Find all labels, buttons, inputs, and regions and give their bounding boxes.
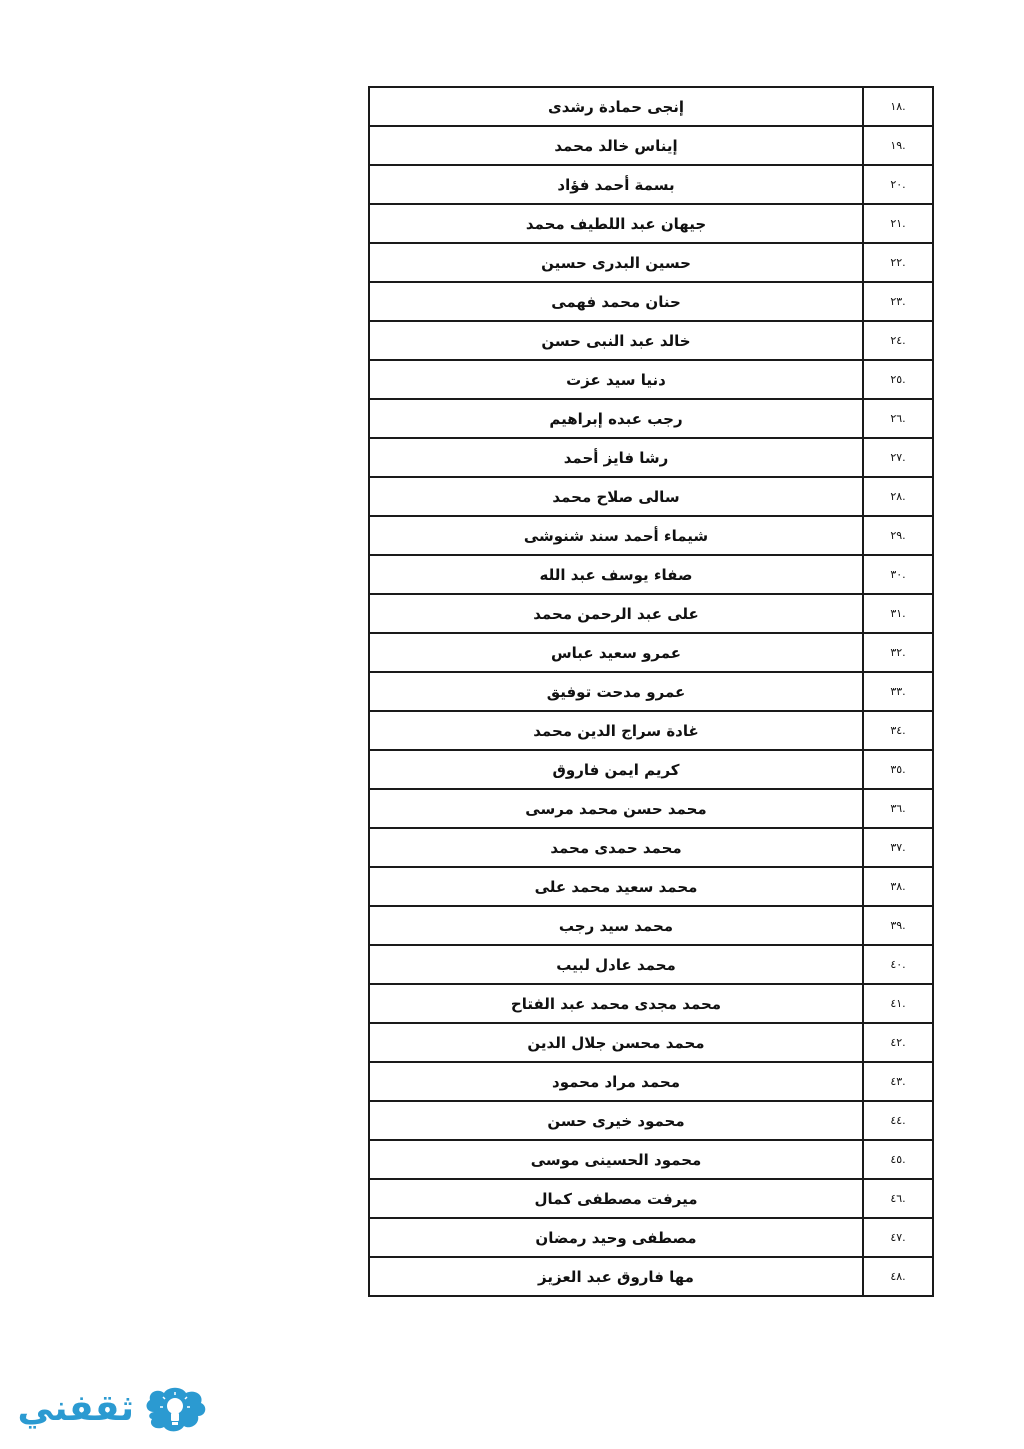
names-table bbox=[368, 86, 934, 1297]
person-name: محمد حمدى محمد bbox=[369, 828, 863, 867]
person-name: مها فاروق عبد العزيز bbox=[369, 1257, 863, 1296]
person-name: صفاء يوسف عبد الله bbox=[369, 555, 863, 594]
person-name: جيهان عبد اللطيف محمد bbox=[369, 204, 863, 243]
person-name: محمد سيد رجب bbox=[369, 906, 863, 945]
row-number: .٣٢ bbox=[863, 633, 933, 672]
row-number: .٣٥ bbox=[863, 750, 933, 789]
person-name: محمد مراد محمود bbox=[369, 1062, 863, 1101]
person-name: بسمة أحمد فؤاد bbox=[369, 165, 863, 204]
row-number: .٤٤ bbox=[863, 1101, 933, 1140]
row-number: .١٨ bbox=[863, 87, 933, 126]
table-row bbox=[369, 282, 933, 321]
person-name: محمد محسن جلال الدين bbox=[369, 1023, 863, 1062]
person-name: مصطفى وحيد رمضان bbox=[369, 1218, 863, 1257]
person-name: محمد مجدى محمد عبد الفتاح bbox=[369, 984, 863, 1023]
row-number: .٢٤ bbox=[863, 321, 933, 360]
row-number: .٤٣ bbox=[863, 1062, 933, 1101]
table-row bbox=[369, 1062, 933, 1101]
table-row bbox=[369, 477, 933, 516]
person-name: محمود خيرى حسن bbox=[369, 1101, 863, 1140]
row-number: .٤١ bbox=[863, 984, 933, 1023]
table-row bbox=[369, 321, 933, 360]
table-row bbox=[369, 867, 933, 906]
row-number: .٤٨ bbox=[863, 1257, 933, 1296]
names-table-body bbox=[369, 87, 933, 1296]
person-name: رجب عبده إبراهيم bbox=[369, 399, 863, 438]
row-number: .٢٥ bbox=[863, 360, 933, 399]
person-name: عمرو سعيد عباس bbox=[369, 633, 863, 672]
table-row bbox=[369, 906, 933, 945]
lightbulb-icon bbox=[140, 1384, 210, 1436]
person-name: محمد عادل لبيب bbox=[369, 945, 863, 984]
table-row bbox=[369, 243, 933, 282]
table-row bbox=[369, 1218, 933, 1257]
row-number: .٢٣ bbox=[863, 282, 933, 321]
row-number: .٣١ bbox=[863, 594, 933, 633]
person-name: محمود الحسينى موسى bbox=[369, 1140, 863, 1179]
person-name: شيماء أحمد سند شنوشى bbox=[369, 516, 863, 555]
table-row bbox=[369, 945, 933, 984]
table-row bbox=[369, 633, 933, 672]
table-row bbox=[369, 984, 933, 1023]
table-row bbox=[369, 1179, 933, 1218]
person-name: حنان محمد فهمى bbox=[369, 282, 863, 321]
person-name: عمرو مدحت توفيق bbox=[369, 672, 863, 711]
table-row bbox=[369, 672, 933, 711]
row-number: .١٩ bbox=[863, 126, 933, 165]
row-number: .٢٩ bbox=[863, 516, 933, 555]
table-row bbox=[369, 438, 933, 477]
row-number: .٣٨ bbox=[863, 867, 933, 906]
watermark-text: ثقفني bbox=[17, 1388, 134, 1429]
table-row bbox=[369, 516, 933, 555]
person-name: رشا فايز أحمد bbox=[369, 438, 863, 477]
row-number: .٢٨ bbox=[863, 477, 933, 516]
person-name: إيناس خالد محمد bbox=[369, 126, 863, 165]
table-row bbox=[369, 165, 933, 204]
row-number: .٢١ bbox=[863, 204, 933, 243]
table-row bbox=[369, 789, 933, 828]
row-number: .٢٦ bbox=[863, 399, 933, 438]
table-row bbox=[369, 750, 933, 789]
row-number: .٤٧ bbox=[863, 1218, 933, 1257]
row-number: .٤٥ bbox=[863, 1140, 933, 1179]
table-row bbox=[369, 1023, 933, 1062]
site-watermark bbox=[17, 1384, 210, 1436]
row-number: .٢٧ bbox=[863, 438, 933, 477]
person-name: حسين البدرى حسين bbox=[369, 243, 863, 282]
table-row bbox=[369, 1257, 933, 1296]
table-row bbox=[369, 555, 933, 594]
row-number: .٤٢ bbox=[863, 1023, 933, 1062]
row-number: .٣٣ bbox=[863, 672, 933, 711]
person-name: ميرفت مصطفى كمال bbox=[369, 1179, 863, 1218]
row-number: .٢٢ bbox=[863, 243, 933, 282]
person-name: على عبد الرحمن محمد bbox=[369, 594, 863, 633]
person-name: دنيا سيد عزت bbox=[369, 360, 863, 399]
person-name: إنجى حمادة رشدى bbox=[369, 87, 863, 126]
row-number: .٣٦ bbox=[863, 789, 933, 828]
person-name: غادة سراج الدين محمد bbox=[369, 711, 863, 750]
table-row bbox=[369, 1101, 933, 1140]
person-name: سالى صلاح محمد bbox=[369, 477, 863, 516]
row-number: .٣٩ bbox=[863, 906, 933, 945]
row-number: .٤٠ bbox=[863, 945, 933, 984]
table-row bbox=[369, 594, 933, 633]
table-row bbox=[369, 87, 933, 126]
row-number: .٣٧ bbox=[863, 828, 933, 867]
person-name: خالد عبد النبى حسن bbox=[369, 321, 863, 360]
row-number: .٤٦ bbox=[863, 1179, 933, 1218]
table-row bbox=[369, 360, 933, 399]
table-row bbox=[369, 399, 933, 438]
row-number: .٢٠ bbox=[863, 165, 933, 204]
table-row bbox=[369, 1140, 933, 1179]
table-row bbox=[369, 204, 933, 243]
table-row bbox=[369, 711, 933, 750]
person-name: كريم ايمن فاروق bbox=[369, 750, 863, 789]
table-row bbox=[369, 828, 933, 867]
person-name: محمد سعيد محمد على bbox=[369, 867, 863, 906]
row-number: .٣٤ bbox=[863, 711, 933, 750]
table-row bbox=[369, 126, 933, 165]
person-name: محمد حسن محمد مرسى bbox=[369, 789, 863, 828]
row-number: .٣٠ bbox=[863, 555, 933, 594]
